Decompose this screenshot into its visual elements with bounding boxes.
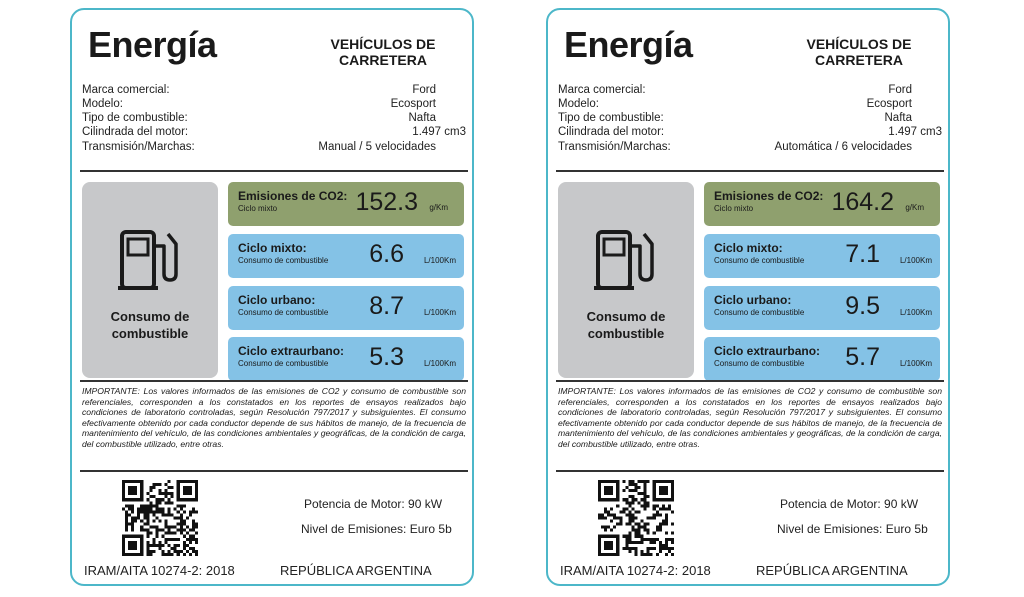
metric-title: Ciclo extraurbano: — [714, 344, 821, 358]
spec-value: Nafta — [408, 112, 436, 124]
emission-level: Nivel de Emisiones: Euro 5b — [777, 522, 928, 536]
metric-value: 5.7 — [845, 343, 880, 371]
spec-displacement — [82, 126, 466, 140]
spec-brand — [558, 84, 942, 98]
qr-code — [122, 480, 198, 556]
engine-power: Potencia de Motor: 90 kW — [304, 497, 443, 511]
metric-unit: L/100Km — [899, 256, 932, 265]
co2-emissions-box — [704, 182, 940, 226]
metric-value: 6.6 — [369, 240, 404, 268]
metric-value: 8.7 — [369, 292, 404, 320]
vehicle-category: VEHÍCULOS DE CARRETERA — [330, 36, 436, 68]
mixed-cycle-box — [228, 234, 464, 278]
metric-unit: g/Km — [429, 203, 448, 212]
metric-subtitle: Consumo de combustible — [238, 256, 329, 265]
metric-subtitle: Consumo de combustible — [238, 308, 329, 317]
metric-title: Emisiones de CO2: — [714, 189, 824, 203]
spec-model — [558, 98, 942, 112]
metric-title: Emisiones de CO2: — [238, 189, 348, 203]
spec-label: Cilindrada del motor: — [82, 126, 189, 138]
spec-brand — [82, 84, 466, 98]
spec-value: 1.497 cm3 — [412, 126, 466, 138]
fuel-consumption-panel — [558, 182, 694, 378]
spec-value: Ford — [412, 84, 436, 96]
disclaimer-text: IMPORTANTE: Los valores informados de las emisiones de CO2 y consumo de combustible son referenciales, corresponden a los constatados en los reportes de ensayos realizados bajo condiciones de laboratorio controladas, según Resolución 797/2017 y subsiguientes. El consumo efectivamente obtenido por cada conductor depende de sus hábitos de manejo, de la frecuencia de mantenimiento del vehículo, de las condiciones ambientales y geográficas, de la condición de carga, del combustible utilizado, entre otras. — [558, 386, 942, 449]
spec-value: Ford — [888, 84, 912, 96]
spec-fuel — [558, 112, 942, 126]
metric-subtitle: Consumo de combustible — [714, 308, 805, 317]
spec-value: Ecosport — [866, 98, 912, 110]
energy-label-manual — [70, 8, 474, 586]
metric-unit: L/100Km — [423, 308, 456, 317]
divider — [80, 380, 468, 382]
metric-unit: L/100Km — [423, 256, 456, 265]
spec-label: Marca comercial: — [558, 84, 646, 96]
spec-value: 1.497 cm3 — [888, 126, 942, 138]
spec-label: Cilindrada del motor: — [558, 126, 665, 138]
metric-title: Ciclo urbano: — [238, 293, 316, 307]
metric-value: 7.1 — [845, 240, 880, 268]
metric-subtitle: Ciclo mixto — [238, 204, 278, 213]
extra-urban-cycle-box — [704, 337, 940, 381]
spec-transmission — [82, 141, 466, 155]
spec-model — [82, 98, 466, 112]
extra-urban-cycle-box — [228, 337, 464, 381]
standard-reference: IRAM/AITA 10274-2: 2018 — [560, 563, 711, 578]
metric-subtitle: Consumo de combustible — [714, 256, 805, 265]
emission-level: Nivel de Emisiones: Euro 5b — [301, 522, 452, 536]
divider — [80, 470, 468, 472]
spec-value: Ecosport — [390, 98, 436, 110]
metric-unit: L/100Km — [423, 359, 456, 368]
label-title: Energía — [88, 24, 217, 65]
metric-unit: L/100Km — [899, 359, 932, 368]
metric-unit: g/Km — [905, 203, 924, 212]
country-name: REPÚBLICA ARGENTINA — [280, 563, 432, 578]
metric-title: Ciclo mixto: — [238, 241, 307, 255]
metric-title: Ciclo mixto: — [714, 241, 783, 255]
metric-value: 5.3 — [369, 343, 404, 371]
spec-fuel — [82, 112, 466, 126]
metric-unit: L/100Km — [899, 308, 932, 317]
divider — [556, 380, 944, 382]
metric-title: Ciclo extraurbano: — [238, 344, 345, 358]
standard-reference: IRAM/AITA 10274-2: 2018 — [84, 563, 235, 578]
label-title: Energía — [564, 24, 693, 65]
metric-subtitle: Consumo de combustible — [714, 359, 805, 368]
spec-value: Nafta — [884, 112, 912, 124]
divider — [556, 470, 944, 472]
metric-subtitle: Ciclo mixto — [714, 204, 754, 213]
spec-label: Tipo de combustible: — [82, 112, 188, 124]
fuel-consumption-panel — [82, 182, 218, 378]
urban-cycle-box — [228, 286, 464, 330]
fuel-consumption-label: Consumo de combustible — [586, 309, 666, 341]
fuel-pump-icon — [116, 224, 186, 294]
spec-transmission — [558, 141, 942, 155]
spec-label: Transmisión/Marchas: — [558, 141, 671, 153]
engine-power: Potencia de Motor: 90 kW — [780, 497, 919, 511]
metric-subtitle: Consumo de combustible — [238, 359, 329, 368]
metric-value: 9.5 — [845, 292, 880, 320]
divider — [80, 170, 468, 172]
metric-value: 152.3 — [355, 188, 418, 216]
spec-value: Automática / 6 velocidades — [774, 141, 912, 153]
spec-label: Marca comercial: — [82, 84, 170, 96]
fuel-consumption-label: Consumo de combustible — [110, 309, 190, 341]
qr-code — [598, 480, 674, 556]
fuel-pump-icon — [592, 224, 662, 294]
metric-title: Ciclo urbano: — [714, 293, 792, 307]
spec-value: Manual / 5 velocidades — [318, 141, 436, 153]
spec-displacement — [558, 126, 942, 140]
mixed-cycle-box — [704, 234, 940, 278]
vehicle-category: VEHÍCULOS DE CARRETERA — [806, 36, 912, 68]
urban-cycle-box — [704, 286, 940, 330]
country-name: REPÚBLICA ARGENTINA — [756, 563, 908, 578]
spec-label: Tipo de combustible: — [558, 112, 664, 124]
disclaimer-text: IMPORTANTE: Los valores informados de las emisiones de CO2 y consumo de combustible son referenciales, corresponden a los constatados en los reportes de ensayos realizados bajo condiciones de laboratorio controladas, según Resolución 797/2017 y subsiguientes. El consumo efectivamente obtenido por cada conductor depende de sus hábitos de manejo, de la frecuencia de mantenimiento del vehículo, de las condiciones ambientales y geográficas, de la condición de carga, del combustible utilizado, entre otras. — [82, 386, 466, 449]
energy-label-automatic — [546, 8, 950, 586]
spec-label: Modelo: — [82, 98, 123, 110]
co2-emissions-box — [228, 182, 464, 226]
spec-label: Transmisión/Marchas: — [82, 141, 195, 153]
divider — [556, 170, 944, 172]
spec-label: Modelo: — [558, 98, 599, 110]
metric-value: 164.2 — [831, 188, 894, 216]
